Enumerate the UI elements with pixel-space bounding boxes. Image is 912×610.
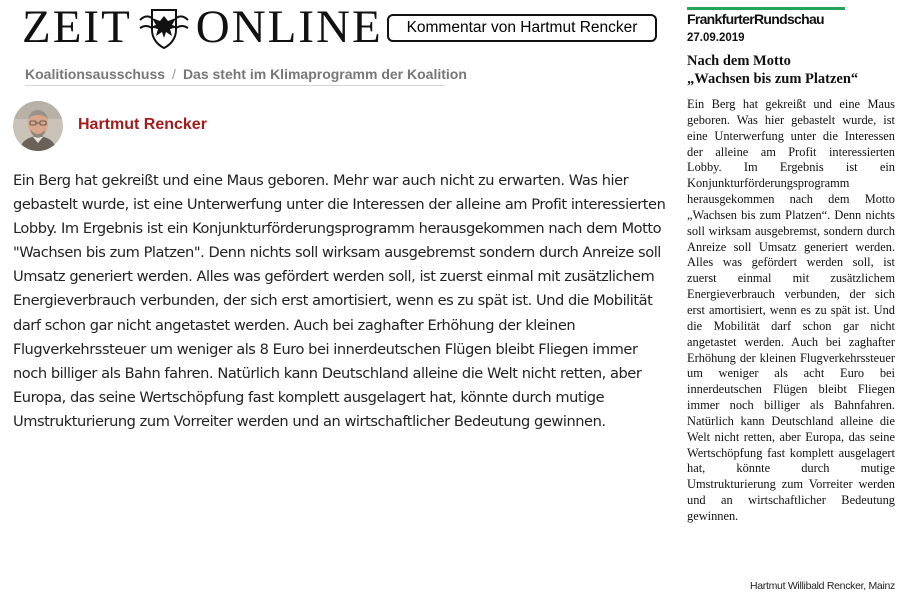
clipping-date: 27.09.2019 [687, 32, 745, 44]
comment-label-box: Kommentar von Hartmut Rencker [387, 14, 657, 42]
author-name[interactable]: Hartmut Rencker [78, 116, 207, 133]
zeit-online-logo[interactable] [22, 1, 383, 53]
clipping-headline [687, 52, 902, 88]
breadcrumb-item-klimaprogramm[interactable]: Das steht im Klimaprogramm der Koalition [182, 66, 467, 82]
comment-body-text: Ein Berg hat gekreißt und eine Maus geboren. Mehr war auch nicht zu erwarten. Was hier gebastelt wurde, ist eine Unterwerfung unter die Interessen der alleine am Profit interessierten Lobby. Im Ergebnis ist ein Konjunkturförderungsprogramm herausgekommen nach dem Motto "Wachsen bis zum Platzen". Denn nichts soll wirksam ausgebremst sondern durch Anreize soll Umsatz generiert werden. Alles was gefördert werden soll, ist zuerst einmal mit zusätzlichem Energieverbrauch verbunden, der sich erst amortisiert, wenn es zu spät ist. Und die Mobilität darf schon gar nicht angetastet werden. Auch bei zaghafter Erhöhung der kleinen Flugverkehrssteuer um weniger als 8 Euro bei innerdeutschen Flügen bleibt Fliegen immer noch billiger als Bahn fahren. Natürlich kann Deutschland alleine die Welt nicht retten, aber Europa, das seine Wertschöpfung fast komplett ausgelagert hat, könnte durch mutige Umstrukturierung zum Vorreiter werden und an wirtschaftlicher Bedeutung gewinnen. [13, 172, 666, 430]
author-avatar [13, 101, 63, 151]
clipping-body-text: Ein Berg hat gekreißt und eine Maus geboren. Was hier gebastelt wurde, ist eine Unterwerfung unter die Interessen der alleine am Profit interessierten Lobby. Im Ergebnis ist ein Konjunkturförderungsprogramm herausgekommen nach dem Motto „Wachsen bis zum Platzen“. Denn nichts soll wirksam ausgebremst, sondern durch Anreize soll Umsatz generiert werden. Alles was gefördert werden soll, ist zuerst einmal mit zusätzlichem Energieverbrauch verbunden, der sich erst amortisiert, wenn es zu spät ist. Und die Mobilität darf schon gar nicht angetastet werden. Auch bei zaghafter Erhöhung der kleinen Flugverkehrssteuer um weniger als acht Euro bei innerdeutschen Flügen bleibt Fliegen immer noch billiger als Bahnfahren. Natürlich kann Deutschland alleine die Welt nicht retten, aber Europa, das seine Wertschöpfung fast komplett ausgelagert hat, könnte durch mutige Umstrukturierung zum Vorreiter werden und an wirtschaftlicher Bedeutung gewinnen. [687, 97, 895, 523]
clipping-headline-line2: „Wachsen bis zum Platzen“ [687, 71, 859, 87]
logo-text-zeit: ZEIT [22, 1, 132, 53]
clipping-headline-line1: Nach dem Motto [687, 53, 791, 69]
clipping-signature: Hartmut Willibald Rencker, Mainz [749, 580, 895, 592]
eagle-crest-icon [138, 6, 190, 50]
breadcrumb-item-koalitionsausschuss[interactable]: Koalitionsausschuss [25, 66, 166, 82]
breadcrumb-separator: / [172, 66, 176, 82]
avatar-portrait [13, 101, 63, 151]
frankfurter-rundschau-logo: FrankfurterRundschau [687, 7, 845, 27]
logo-text-online: ONLINE [195, 1, 383, 53]
breadcrumb [25, 66, 467, 86]
